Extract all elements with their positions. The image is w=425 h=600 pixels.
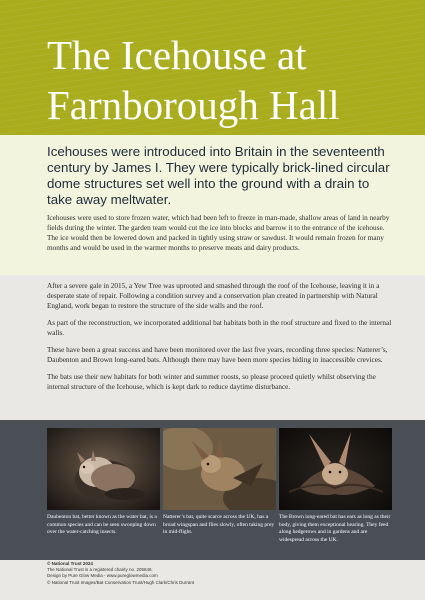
brown-long-eared-bat-photo [279,428,392,510]
charity-line: The National Trust is a registered charity no. 205846. [47,567,153,573]
daubenton-bat-photo [47,428,160,510]
brown-long-eared-bat-caption: The Brown long-eared bat has ears as long as their body, giving them exceptional hearing. They feed along hedgerows and in gardens and are widespread across the UK. [279,514,391,543]
footer [0,560,425,600]
design-credit-line: Design by Pure Glow Media - www.pureglowmedia.com [47,573,158,579]
intro-panel [0,135,425,275]
intro-lead: Icehouses were introduced into Britain in the seventeenth century by James I. They were typically brick-lined circular dome structures set well into the ground with a drain to take away meltwater. [47,144,390,207]
image-credit-line: © National Trust Images/Bat Conservation Trust/Hugh Clark/Chris Durrant [47,579,195,585]
page-title: The Icehouse at Farnborough Hall [47,32,340,128]
intro-body: Icehouses were used to store frozen water, which had been left to freeze in man-made, shallow areas of land in nearby fields during the winter. The garden team would cut the ice into blocks and barrow it to the entrance of the icehouse. The ice would then be lowered down and packed in tightly using straw or sawdust. It would remain frozen for many months and would be used in the warmer months to preserve meats and dairy products. [47,214,390,252]
paragraph-gale: After a severe gale in 2015, a Yew Tree was uprooted and smashed through the roof of the Icehouse, leaving it in a desperate state of repair. Following a condition survey and a conservation plan created in partnership with Natural England, work began to restore the structure of the side walls and the roof. [47,282,380,310]
photo-band [0,420,425,560]
copyright-line: © National Trust 2024 [47,561,93,566]
paragraph-reconstruction: As part of the reconstruction, we incorporated additional bat habitats both in the roof structure and fixed to the internal walls. [47,319,392,337]
header-banner [0,0,425,135]
main-text [47,281,392,399]
daubenton-bat-caption: Daubenton bat, better known as the water bat, is a common species and can be seen swooping down over the water-catching insects. [47,514,157,535]
credits [47,561,347,586]
natterers-bat-photo [163,428,276,510]
paragraph-roosts: The bats use their new habitats for both winter and summer roosts, so please proceed quietly whilst observing the internal structure of the Icehouse, which is kept dark to reduce daytime disturbance. [47,373,376,391]
natterers-bat-caption: Natterer’s bat, quite scarce across the UK, has a broad wingspan and flies slowly, often taking prey in mid-flight. [163,514,275,535]
paragraph-monitoring: These have been a great success and have been monitored over the last five years, recording three species: Natterer’s, Daubenton and Brown long-eared bats. Although there may have been more species hiding in inaccessible crevices. [47,346,388,364]
